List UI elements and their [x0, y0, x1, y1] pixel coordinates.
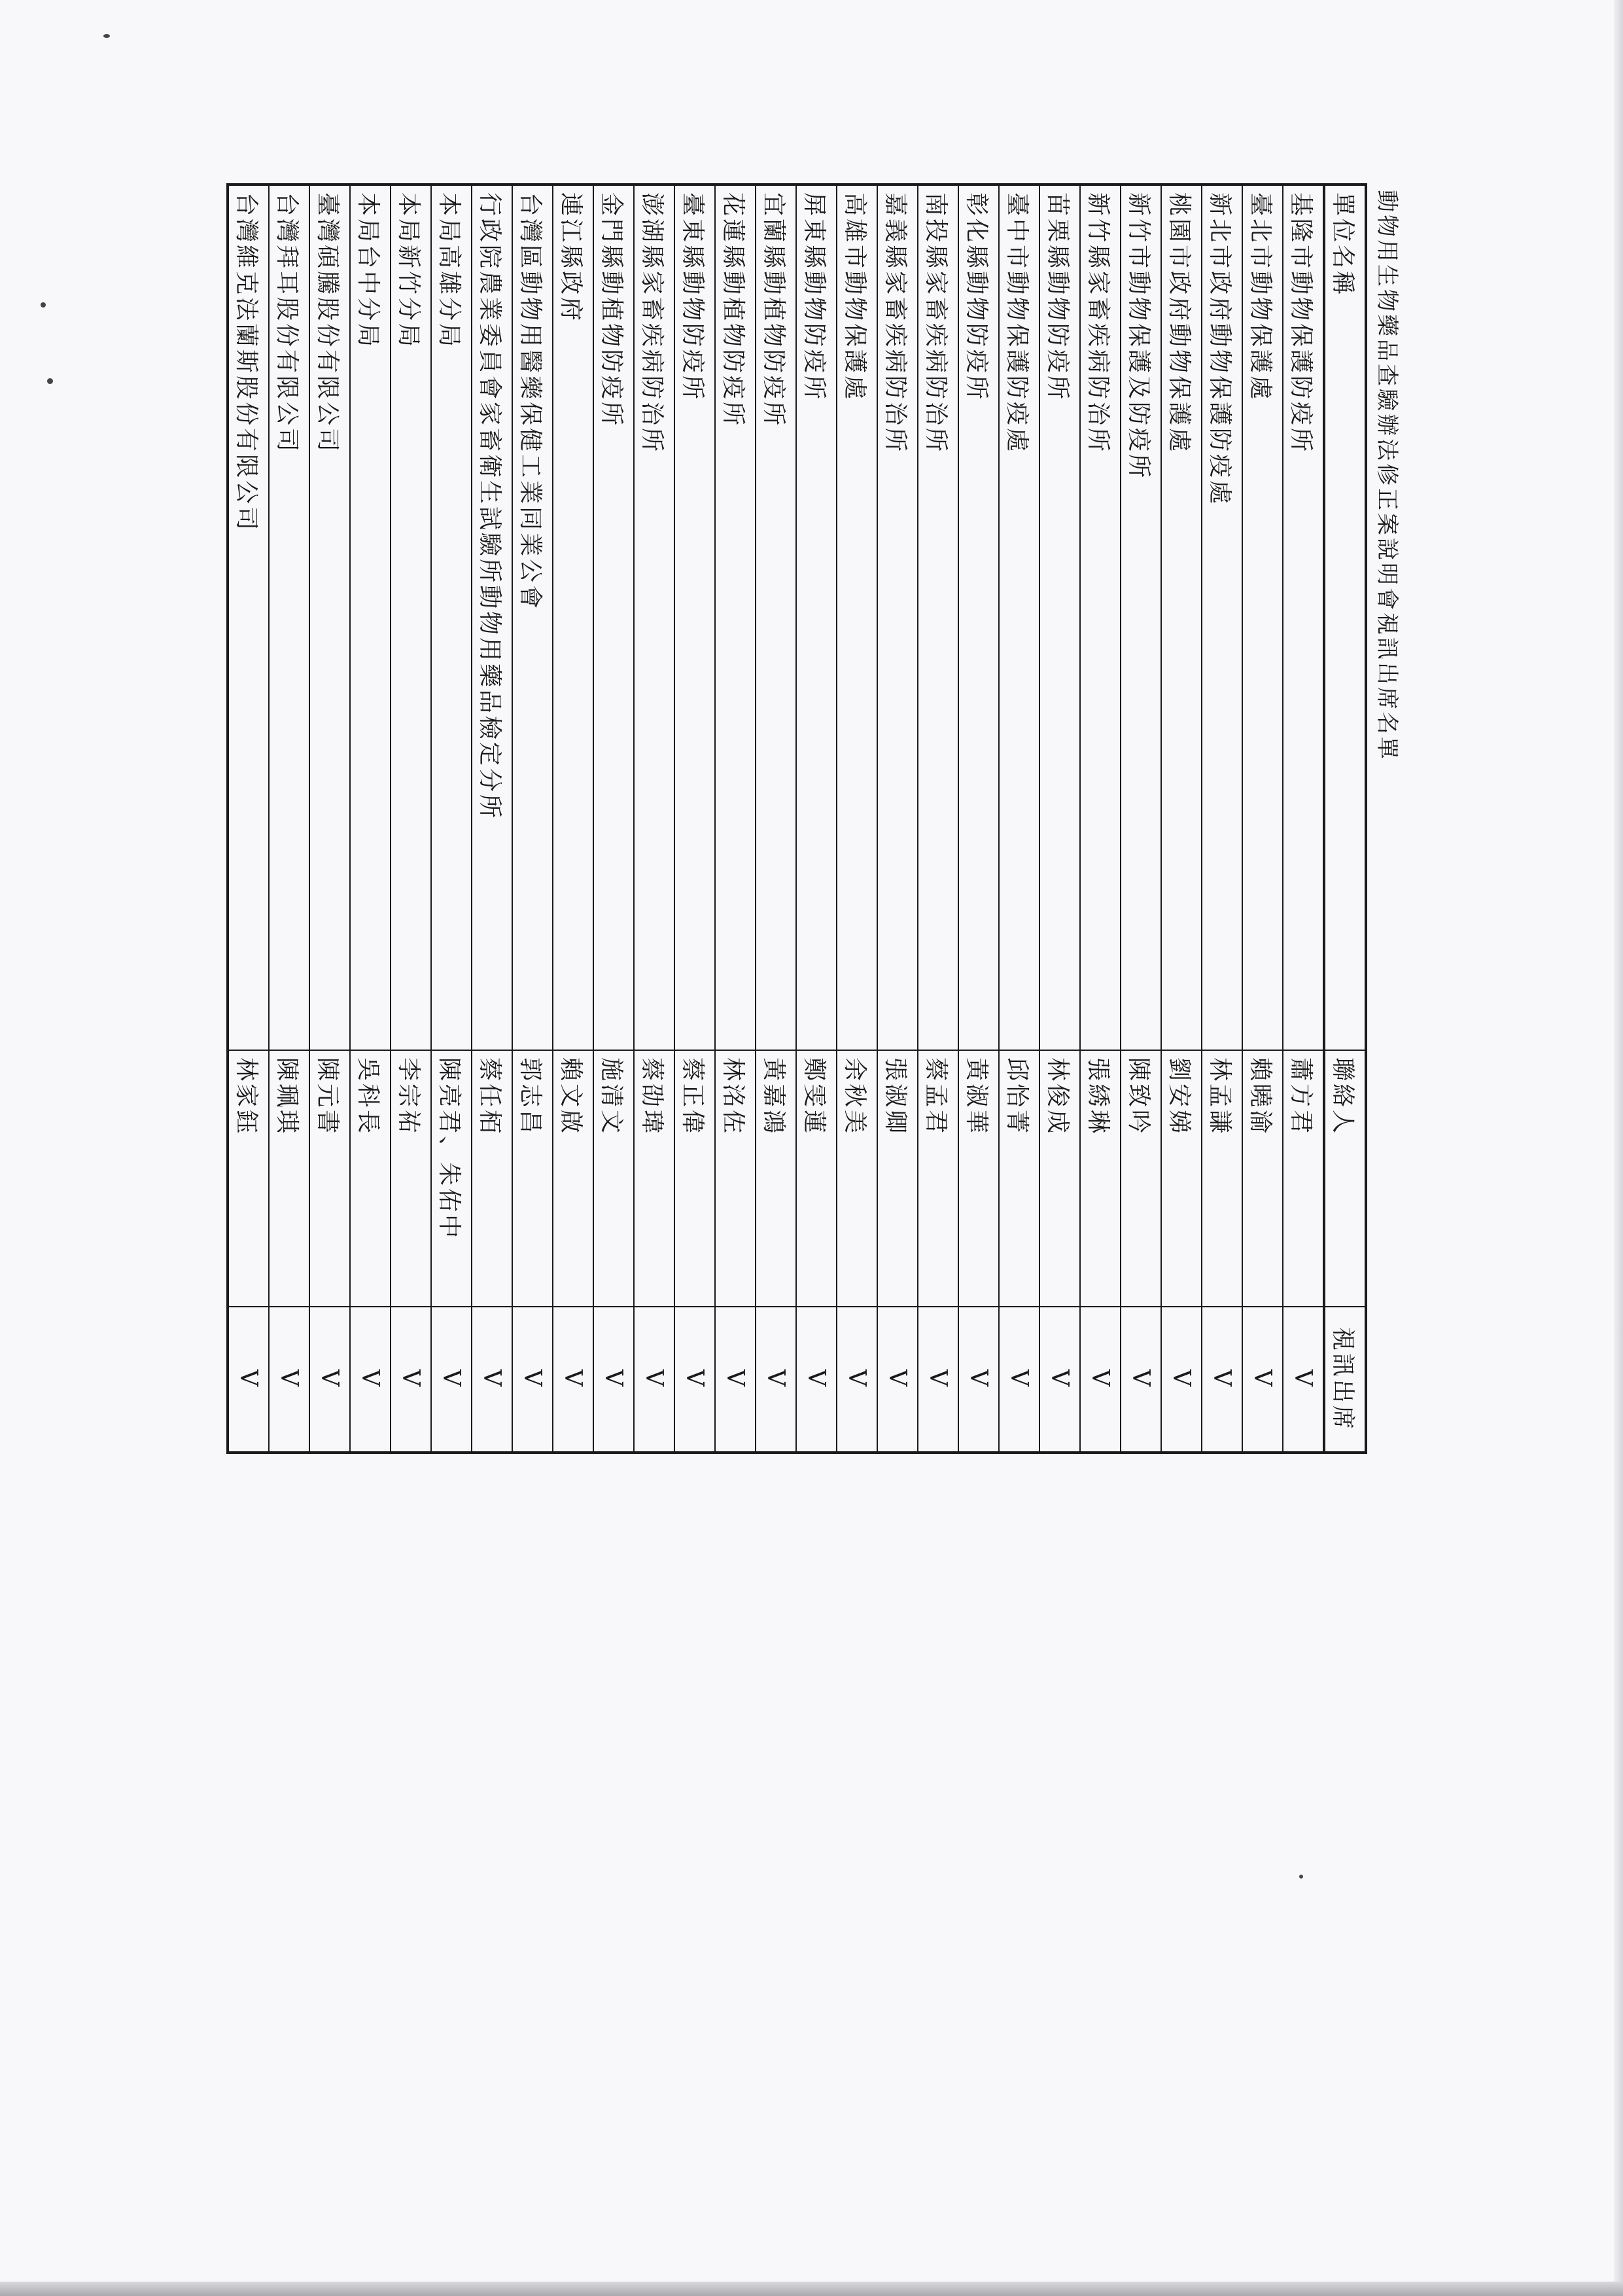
- attendance-cell: V: [1161, 1307, 1202, 1453]
- unit-cell: 基隆市動物保護防疫所: [1283, 185, 1324, 1050]
- contact-cell: 郭志昌: [512, 1050, 553, 1307]
- unit-cell: 連江縣政府: [553, 185, 593, 1050]
- attendance-cell: V: [837, 1307, 877, 1453]
- attendance-cell: V: [512, 1307, 553, 1453]
- attendance-cell: V: [877, 1307, 918, 1453]
- header-contact: 聯絡人: [1324, 1050, 1366, 1307]
- unit-cell: 臺北市動物保護處: [1242, 185, 1283, 1050]
- attendance-cell: V: [918, 1307, 958, 1453]
- unit-cell: 新竹市動物保護及防疫所: [1121, 185, 1161, 1050]
- contact-cell: 林俊成: [1039, 1050, 1080, 1307]
- unit-cell: 台灣區動物用醫藥保健工業同業公會: [512, 185, 553, 1050]
- unit-cell: 臺東縣動物防疫所: [674, 185, 715, 1050]
- contact-cell: 張綉琳: [1080, 1050, 1121, 1307]
- unit-cell: 本局新竹分局: [391, 185, 431, 1050]
- unit-cell: 新竹縣家畜疾病防治所: [1080, 185, 1121, 1050]
- table-header-row: [1324, 185, 1366, 1453]
- table-row: [1080, 185, 1121, 1453]
- attendance-cell: V: [472, 1307, 512, 1453]
- attendance-cell: V: [593, 1307, 634, 1453]
- contact-cell: 施清文: [593, 1050, 634, 1307]
- contact-cell: 劉安娣: [1161, 1050, 1202, 1307]
- document-title: 動物用生物藥品查驗辦法修正案說明會視訊出席名單: [1374, 190, 1400, 762]
- unit-cell: 本局高雄分局: [431, 185, 472, 1050]
- table-row: [756, 185, 796, 1453]
- table-row: [715, 185, 756, 1453]
- contact-cell: 賴曉渝: [1242, 1050, 1283, 1307]
- contact-cell: 李宗祐: [391, 1050, 431, 1307]
- unit-cell: 嘉義縣家畜疾病防治所: [877, 185, 918, 1050]
- contact-cell: 吳科長: [350, 1050, 391, 1307]
- unit-cell: 南投縣家畜疾病防治所: [918, 185, 958, 1050]
- attendance-cell: V: [553, 1307, 593, 1453]
- table-row: [674, 185, 715, 1453]
- unit-cell: 行政院農業委員會家畜衛生試驗所動物用藥品檢定分所: [472, 185, 512, 1050]
- table-row: [350, 185, 391, 1453]
- attendance-cell: V: [228, 1307, 269, 1453]
- rotated-document: [164, 164, 1406, 1538]
- contact-cell: 鄭雯蓮: [796, 1050, 837, 1307]
- contact-cell: 邱怡菁: [999, 1050, 1039, 1307]
- unit-cell: 臺中市動物保護防疫處: [999, 185, 1039, 1050]
- table-row: [593, 185, 634, 1453]
- contact-cell: 黃淑華: [958, 1050, 999, 1307]
- attendance-cell: V: [796, 1307, 837, 1453]
- unit-cell: 新北市政府動物保護防疫處: [1202, 185, 1242, 1050]
- attendance-cell: V: [756, 1307, 796, 1453]
- contact-cell: 蔡任栢: [472, 1050, 512, 1307]
- attendance-cell: V: [1080, 1307, 1121, 1453]
- unit-cell: 澎湖縣家畜疾病防治所: [634, 185, 674, 1050]
- unit-cell: 高雄市動物保護處: [837, 185, 877, 1050]
- scan-speck: [1299, 1875, 1303, 1879]
- header-attendance: 視訊出席: [1324, 1307, 1366, 1453]
- attendance-cell: V: [715, 1307, 756, 1453]
- attendance-cell: V: [634, 1307, 674, 1453]
- table-row: [877, 185, 918, 1453]
- table-row: [918, 185, 958, 1453]
- contact-cell: 陳亮君、朱佑中: [431, 1050, 472, 1307]
- table-row: [999, 185, 1039, 1453]
- attendance-cell: V: [269, 1307, 309, 1453]
- unit-cell: 臺灣碩騰股份有限公司: [309, 185, 350, 1050]
- contact-cell: 黃嘉鴻: [756, 1050, 796, 1307]
- unit-cell: 宜蘭縣動植物防疫所: [756, 185, 796, 1050]
- contact-cell: 林家鈺: [228, 1050, 269, 1307]
- contact-cell: 陳致吟: [1121, 1050, 1161, 1307]
- table-row: [958, 185, 999, 1453]
- scan-speck: [47, 378, 53, 384]
- table-row: [1283, 185, 1324, 1453]
- contact-cell: 蔡孟君: [918, 1050, 958, 1307]
- attendance-cell: V: [1039, 1307, 1080, 1453]
- unit-cell: 本局台中分局: [350, 185, 391, 1050]
- contact-cell: 陳珮琪: [269, 1050, 309, 1307]
- contact-cell: 賴文啟: [553, 1050, 593, 1307]
- unit-cell: 金門縣動植物防疫所: [593, 185, 634, 1050]
- scan-speck: [41, 302, 46, 308]
- attendance-cell: V: [999, 1307, 1039, 1453]
- attendance-cell: V: [1202, 1307, 1242, 1453]
- table-body: [228, 185, 1324, 1453]
- contact-cell: 張淑卿: [877, 1050, 918, 1307]
- attendance-cell: V: [958, 1307, 999, 1453]
- scan-edge-right: [1614, 0, 1623, 2296]
- attendance-cell: V: [1121, 1307, 1161, 1453]
- unit-cell: 台灣拜耳股份有限公司: [269, 185, 309, 1050]
- unit-cell: 桃園市政府動物保護處: [1161, 185, 1202, 1050]
- contact-cell: 陳元書: [309, 1050, 350, 1307]
- attendance-cell: V: [1242, 1307, 1283, 1453]
- table-row: [431, 185, 472, 1453]
- unit-cell: 台灣維克法蘭斯股份有限公司: [228, 185, 269, 1050]
- attendance-cell: V: [309, 1307, 350, 1453]
- table-row: [837, 185, 877, 1453]
- table-row: [391, 185, 431, 1453]
- table-row: [1202, 185, 1242, 1453]
- unit-cell: 彰化縣動物防疫所: [958, 185, 999, 1050]
- contact-cell: 林孟謙: [1202, 1050, 1242, 1307]
- table-row: [1242, 185, 1283, 1453]
- attendance-cell: V: [431, 1307, 472, 1453]
- header-unit: 單位名稱: [1324, 185, 1366, 1050]
- attendance-table: [226, 183, 1367, 1454]
- table-row: [472, 185, 512, 1453]
- scan-speck: [103, 34, 110, 38]
- contact-cell: 余秋美: [837, 1050, 877, 1307]
- table-row: [634, 185, 674, 1453]
- contact-cell: 蔡劭瑋: [634, 1050, 674, 1307]
- attendance-cell: V: [391, 1307, 431, 1453]
- attendance-cell: V: [350, 1307, 391, 1453]
- contact-cell: 蔡正偉: [674, 1050, 715, 1307]
- table-row: [309, 185, 350, 1453]
- table-row: [1039, 185, 1080, 1453]
- table-row: [1161, 185, 1202, 1453]
- table-row: [553, 185, 593, 1453]
- table-row: [228, 185, 269, 1453]
- table-row: [1121, 185, 1161, 1453]
- unit-cell: 屏東縣動物防疫所: [796, 185, 837, 1050]
- scan-edge-bottom: [0, 2282, 1623, 2296]
- unit-cell: 花蓮縣動植物防疫所: [715, 185, 756, 1050]
- unit-cell: 苗栗縣動物防疫所: [1039, 185, 1080, 1050]
- attendance-cell: V: [1283, 1307, 1324, 1453]
- table-row: [512, 185, 553, 1453]
- table-row: [796, 185, 837, 1453]
- table-row: [269, 185, 309, 1453]
- contact-cell: 蕭方君: [1283, 1050, 1324, 1307]
- attendance-cell: V: [674, 1307, 715, 1453]
- contact-cell: 林洺佐: [715, 1050, 756, 1307]
